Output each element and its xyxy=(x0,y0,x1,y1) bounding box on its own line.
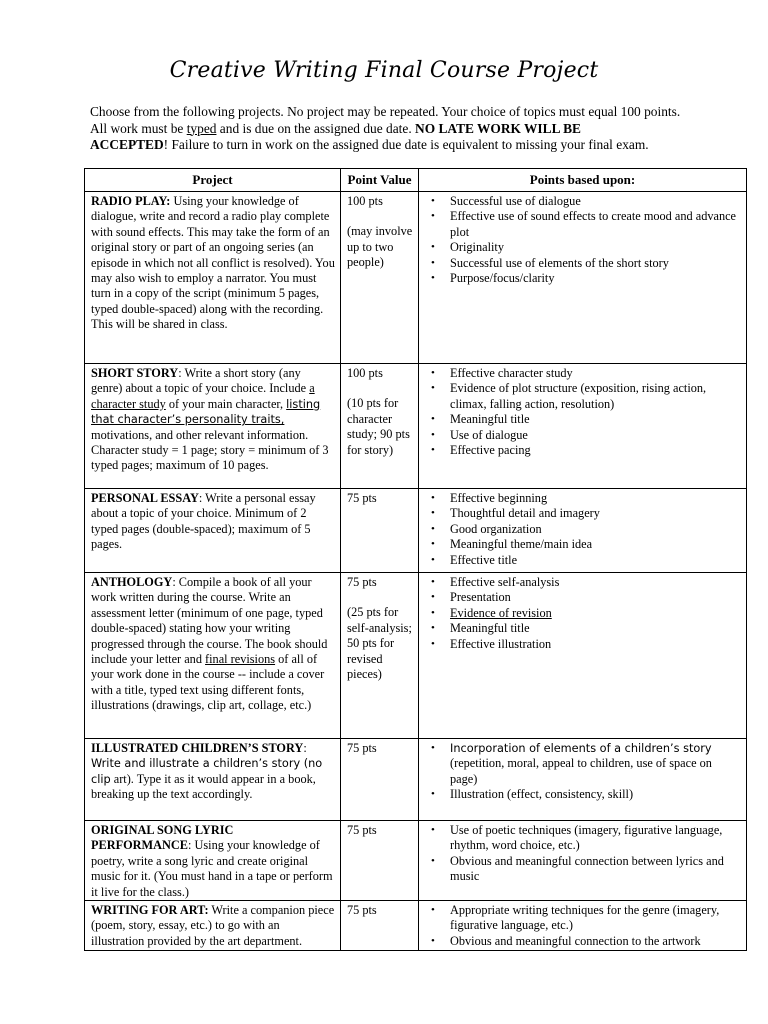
list-item: • Illustration (effect, consistency, skill) xyxy=(450,787,741,802)
intro-line-3: ! Failure to turn in work on the assigned due date is equivalent to missing your final exam. xyxy=(163,137,649,152)
list-item: • Effective illustration xyxy=(450,637,741,652)
criteria-list xyxy=(425,366,741,458)
table-row xyxy=(85,573,747,739)
point-value: 100 pts xyxy=(347,366,383,380)
criteria-list xyxy=(425,575,741,652)
point-value: 75 pts xyxy=(347,903,377,918)
intro-line-2-rest: and is due on the assigned due date. xyxy=(216,120,416,136)
point-value: 75 pts xyxy=(347,741,377,755)
list-item: • Obvious and meaningful connection between lyrics and music xyxy=(450,854,741,885)
point-value-note: (10 pts for character study; 90 pts for story) xyxy=(347,396,410,457)
list-item: • Effective title xyxy=(450,553,741,568)
project-description: : Compile a book of all your work written during the course. Write an assessment letter (minimum of one page, typed double-spaced) stating how your writing progressed through the course. The book should include your letter and xyxy=(91,575,328,667)
criteria-list xyxy=(425,491,741,568)
list-item: • Originality xyxy=(450,240,741,255)
criteria-cell xyxy=(419,192,747,364)
list-item: • Presentation xyxy=(450,590,741,605)
project-name: PERSONAL ESSAY xyxy=(91,491,199,505)
project-cell xyxy=(85,489,341,573)
project-cell xyxy=(85,739,341,821)
point-value: 75 pts xyxy=(347,575,377,589)
point-value: 75 pts xyxy=(347,823,377,837)
point-value-cell xyxy=(341,364,419,489)
list-item: • Use of poetic techniques (imagery, figurative language, rhythm, word choice, etc.) xyxy=(450,823,741,854)
table-row xyxy=(85,739,747,821)
point-value-cell xyxy=(341,901,419,951)
project-description-end: motivations, and other relevant information. Character study = 1 page; story = minimum of 3 typed pages; maximum of 10 pages. xyxy=(91,427,329,473)
criteria-list xyxy=(425,194,741,286)
point-value-cell xyxy=(341,821,419,901)
point-value: 75 pts xyxy=(347,491,377,505)
criteria-cell xyxy=(419,364,747,489)
list-item: • Evidence of revision xyxy=(450,606,741,621)
list-item: • Effective beginning xyxy=(450,491,741,506)
project-cell xyxy=(85,192,341,364)
criteria-text: (repetition, moral, appeal to children, use of space on page) xyxy=(450,756,712,786)
table-row xyxy=(85,192,747,364)
criteria-handwritten: Incorporation of elements of a children’s story xyxy=(450,742,712,755)
typed-emphasis: typed xyxy=(186,120,217,136)
criteria-cell xyxy=(419,573,747,739)
list-item: • Use of dialogue xyxy=(450,428,741,443)
list-item: • Meaningful title xyxy=(450,412,741,427)
project-description: : Write a short story (any genre) about a topic of your choice. Include xyxy=(91,366,310,396)
point-value: 100 pts xyxy=(347,194,383,208)
list-item xyxy=(450,741,741,787)
list-item: • Obvious and meaningful connection to the artwork xyxy=(450,934,741,949)
list-item: • Appropriate writing techniques for the genre (imagery, figurative language, etc.) xyxy=(450,903,741,934)
criteria-list xyxy=(425,741,741,803)
project-cell xyxy=(85,901,341,951)
criteria-list xyxy=(425,823,741,885)
list-item: • Effective character study xyxy=(450,366,741,381)
intro-line-2: All work must be xyxy=(90,120,187,136)
table-header-row xyxy=(85,169,747,192)
projects-table xyxy=(84,168,747,951)
project-description: : Using your knowledge of poetry, write a song lyric and create original music for it. (You must hand in a tape or perform it live for the class.) xyxy=(91,838,333,899)
header-point-value: Point Value xyxy=(341,169,419,192)
point-value-cell xyxy=(341,489,419,573)
list-item: • Effective pacing xyxy=(450,443,741,458)
criteria-list xyxy=(425,903,741,949)
list-item: • Successful use of dialogue xyxy=(450,194,741,209)
list-item: • Evidence of plot structure (exposition, rising action, climax, falling action, resolution) xyxy=(450,381,741,412)
accepted-warning: ACCEPTED xyxy=(90,137,164,152)
project-name: RADIO PLAY: xyxy=(91,194,171,208)
criteria-cell xyxy=(419,901,747,951)
point-value-note: (may involve up to two people) xyxy=(347,224,413,270)
list-item: • Purpose/focus/clarity xyxy=(450,271,741,286)
no-late-work-warning: NO LATE WORK WILL BE xyxy=(415,120,581,136)
project-description-cont: art). Type it as it would appear in a book, breaking up the text accordingly. xyxy=(91,771,316,802)
intro-line-1: Choose from the following projects. No project may be repeated. Your choice of topics must equal 100 points. xyxy=(90,104,681,119)
project-description-cont: of all of your work done in the course -- include a cover with a title, typed text using different fonts, illustrations (drawings, clip art, collage, etc.) xyxy=(91,652,325,713)
criteria-cell xyxy=(419,489,747,573)
project-name: SHORT STORY xyxy=(91,366,179,380)
project-description-handwritten: Write and illustrate a children’s story (no clip xyxy=(91,757,323,786)
point-value-cell xyxy=(341,573,419,739)
table-row xyxy=(85,489,747,573)
project-description: : Write a personal essay about a topic of your choice. Minimum of 2 typed pages (double-spaced); maximum of 5 pages. xyxy=(91,491,316,552)
list-item: • Good organization xyxy=(450,522,741,537)
criteria-cell xyxy=(419,821,747,901)
list-item: • Meaningful theme/main idea xyxy=(450,537,741,552)
table-row xyxy=(85,821,747,901)
list-item: • Meaningful title xyxy=(450,621,741,636)
project-cell xyxy=(85,573,341,739)
project-cell xyxy=(85,364,341,489)
project-cell xyxy=(85,821,341,901)
header-project: Project xyxy=(85,169,341,192)
page-title: Creative Writing Final Course Project xyxy=(169,58,599,83)
character-study-emphasis: a character study xyxy=(91,381,315,411)
list-item: • Successful use of elements of the short story xyxy=(450,256,741,271)
criteria-cell xyxy=(419,739,747,821)
project-name: WRITING FOR ART: xyxy=(91,903,209,918)
point-value-note: (25 pts for self-analysis; 50 pts for revised pieces) xyxy=(347,605,412,682)
project-description: Write a companion piece (poem, story, essay, etc.) to go with an illustration provided by the art department. xyxy=(91,903,335,948)
project-description: Using your knowledge of dialogue, write and record a radio play complete with sound effects. This may take the form of an original story or part of an ongoing series (an episode in which not all conflict is resolved). You may also wish to employ a narrator. You must turn in a copy of the script (minimum 5 pages, typed double-spaced) along with the recording. This will be shared in class. xyxy=(91,194,335,332)
personality-traits-emphasis: listing that character’s personality traits, xyxy=(91,397,321,427)
table-row xyxy=(85,364,747,489)
project-description-cont: of your main character, xyxy=(165,396,287,411)
point-value-cell xyxy=(341,192,419,364)
final-revisions-emphasis: final revisions xyxy=(205,652,276,667)
list-item: • Effective self-analysis xyxy=(450,575,741,590)
header-points-based-upon: Points based upon: xyxy=(419,169,747,192)
project-name: ANTHOLOGY xyxy=(91,575,173,589)
table-row xyxy=(85,901,747,951)
list-item: • Effective use of sound effects to create mood and advance plot xyxy=(450,209,741,240)
intro-paragraph xyxy=(90,104,730,154)
point-value-cell xyxy=(341,739,419,821)
project-name: ILLUSTRATED CHILDREN’S STORY xyxy=(91,741,304,755)
project-name: ORIGINAL SONG LYRIC PERFORMANCE xyxy=(91,823,234,853)
project-description: : xyxy=(303,741,307,755)
list-item: • Thoughtful detail and imagery xyxy=(450,506,741,521)
